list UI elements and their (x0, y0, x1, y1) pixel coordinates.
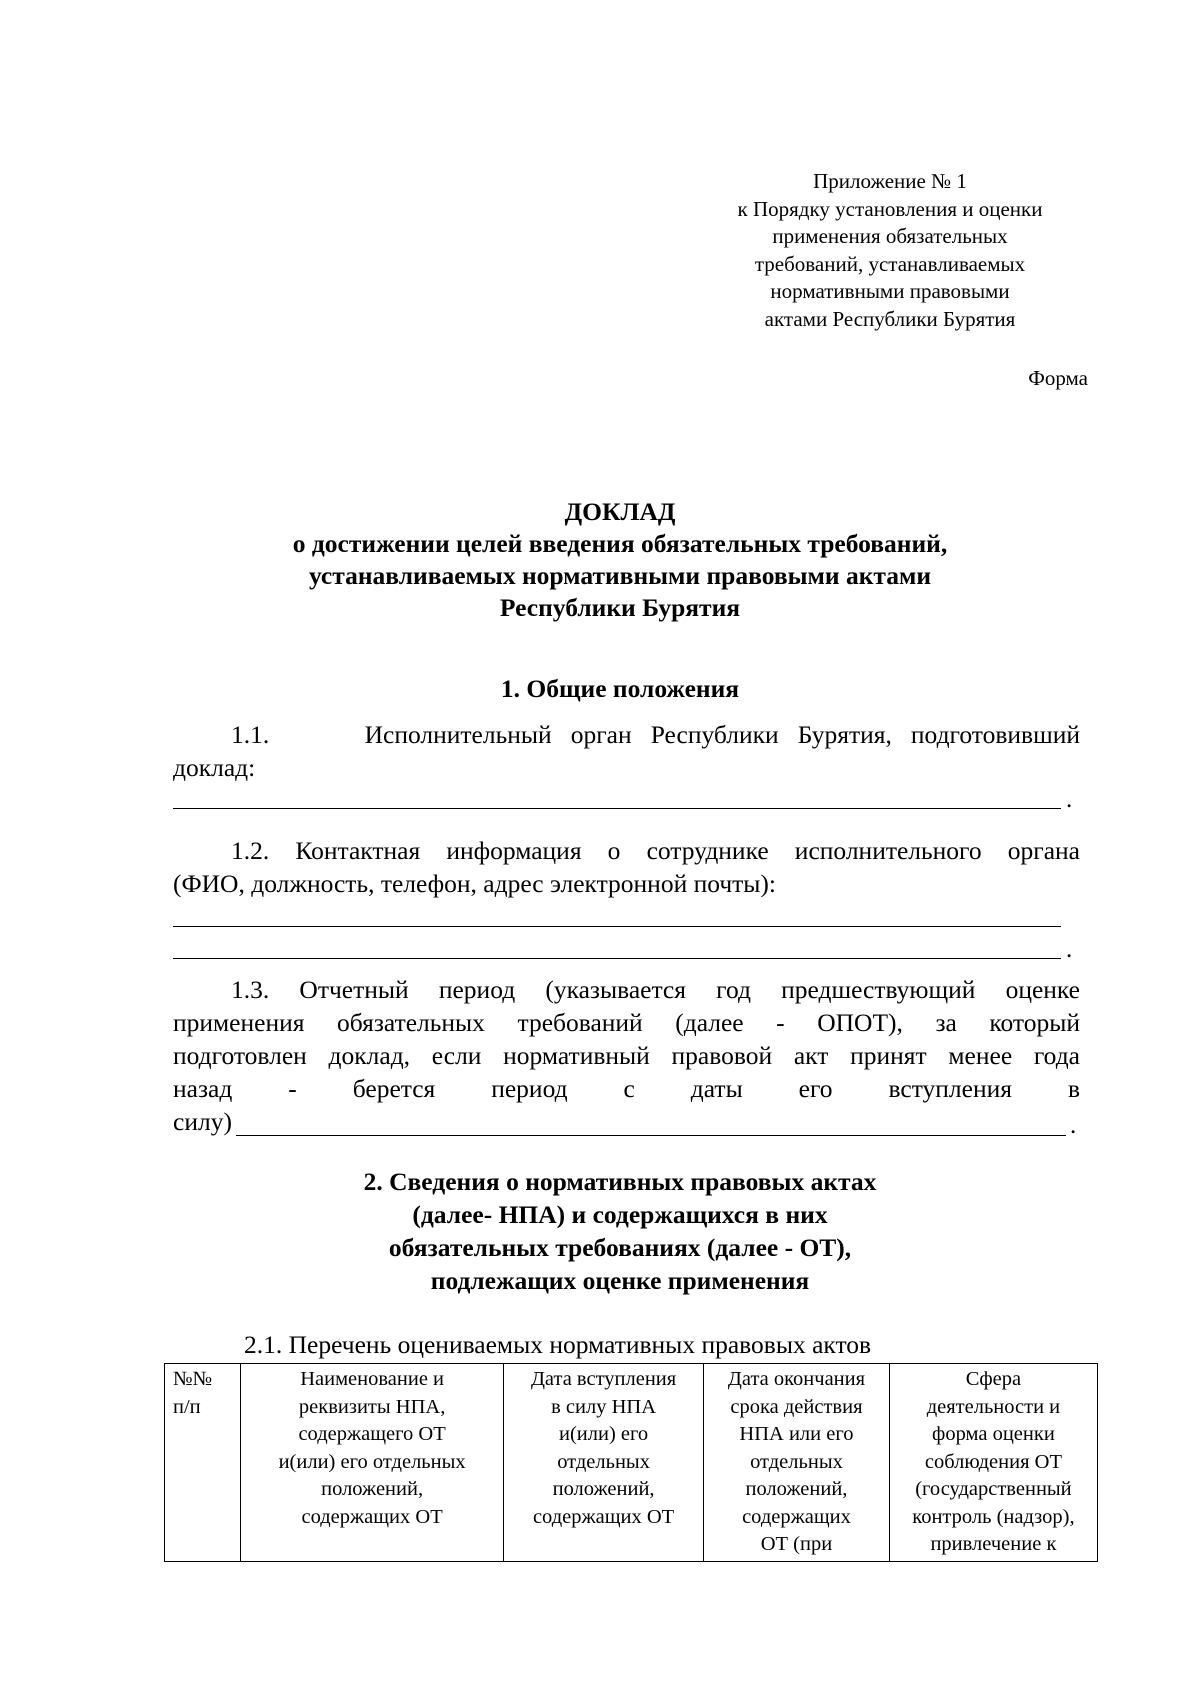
cell-line: форма оценки (932, 1423, 1055, 1445)
cell-line: НПА или его (739, 1423, 854, 1445)
cell-line: положений, (321, 1478, 424, 1500)
cell-line: отдельных (557, 1450, 650, 1473)
paragraph-line: применения обязательных требований (далее - ОПОТ), за который (173, 1008, 1080, 1037)
appendix-line: нормативными правовыми (770, 279, 1010, 303)
heading-line: 2. Сведения о нормативных правовых актах (363, 1167, 877, 1196)
document-title (160, 496, 1080, 624)
paragraph-1-3 (173, 973, 1080, 1138)
cell-line: ОТ (при (760, 1533, 833, 1555)
cell-line: привлечение к (930, 1533, 1057, 1555)
cell-line: соблюдения ОТ (924, 1450, 1062, 1473)
section-2-heading (160, 1165, 1080, 1297)
header-cell-end-date (704, 1364, 890, 1562)
fill-line-contact (173, 958, 1061, 959)
line-end-dot: . (1070, 1112, 1077, 1139)
cell-line: содержащих ОТ (532, 1505, 675, 1528)
paragraph-1-1 (173, 718, 1080, 784)
cell-line: деятельности и (926, 1395, 1061, 1418)
cell-line: (государственный (915, 1478, 1072, 1500)
cell-line: реквизиты НПА, (298, 1395, 446, 1418)
paragraph-line: (ФИО, должность, телефон, адрес электронной почты): (173, 869, 777, 898)
fill-line-contact (173, 926, 1061, 927)
cell-line: содержащих ОТ (301, 1505, 443, 1528)
cell-line: контроль (надзор), (912, 1505, 1075, 1528)
cell-line: отдельных (750, 1450, 843, 1473)
heading-line: (далее- НПА) и содержащихся в них (412, 1200, 828, 1229)
appendix-line: актами Республики Бурятия (764, 306, 1016, 331)
appendix-line: применения обязательных (772, 224, 1008, 248)
appendix-header (690, 168, 1090, 333)
cell-line: и(или) его отдельных (278, 1450, 466, 1473)
list-caption: 2.1. Перечень оцениваемых нормативных правовых актов (244, 1330, 872, 1359)
appendix-line: требований, устанавливаемых (754, 251, 1026, 276)
title-line: Республики Бурятия (499, 593, 741, 622)
section-1-heading: 1. Общие положения (500, 674, 740, 703)
title-line: о достижении целей введения обязательных требований, (292, 529, 948, 558)
paragraph-line: 1.2. Контактная информация о сотруднике исполнительного органа (231, 836, 1080, 865)
appendix-line: Приложение № 1 (813, 169, 967, 193)
cell-line: Наименование и (300, 1368, 445, 1390)
paragraph-line: назад - берется период с даты его вступления в (173, 1074, 1080, 1103)
line-end-dot: . (1066, 936, 1073, 963)
form-label: Форма (1028, 366, 1088, 390)
cell-line: положений, (552, 1478, 655, 1500)
line-end-dot: . (1066, 786, 1073, 813)
cell-line: №№ (173, 1368, 213, 1390)
header-cell-number (165, 1364, 241, 1562)
title-line: ДОКЛАД (564, 497, 676, 526)
paragraph-line: силу) (173, 1107, 232, 1136)
paragraph-line: 1.1. Исполнительный орган Республики Бурятия, подготовивший (231, 720, 1080, 749)
paragraph-line: доклад: (173, 753, 256, 782)
header-cell-sphere (889, 1364, 1097, 1562)
fill-line-authority (173, 808, 1061, 809)
cell-line: срока действия (730, 1395, 863, 1418)
cell-line: Дата вступления (530, 1368, 677, 1390)
fill-line-period (236, 1135, 1066, 1136)
appendix-line: к Порядку установления и оценки (737, 196, 1043, 221)
header-cell-name (241, 1364, 504, 1562)
cell-line: п/п (173, 1395, 201, 1418)
title-line: устанавливаемых нормативными правовыми актами (308, 561, 932, 590)
cell-line: содержащего ОТ (298, 1423, 446, 1445)
paragraph-1-2 (173, 834, 1080, 900)
cell-line: положений, (745, 1478, 848, 1500)
heading-line: обязательных требованиях (далее - ОТ), (388, 1233, 852, 1262)
paragraph-line: 1.3. Отчетный период (указывается год предшествующий оценке (231, 975, 1080, 1004)
cell-line: и(или) его (558, 1423, 649, 1445)
cell-line: Сфера (965, 1368, 1022, 1390)
paragraph-line: подготовлен доклад, если нормативный правовой акт принят менее года (173, 1041, 1080, 1070)
npa-table (164, 1363, 1098, 1562)
heading-line: подлежащих оценке применения (430, 1266, 810, 1295)
cell-line: содержащих (742, 1505, 851, 1528)
header-cell-start-date (504, 1364, 704, 1562)
table-header-row (165, 1364, 1098, 1562)
cell-line: в силу НПА (551, 1395, 657, 1418)
cell-line: Дата окончания (727, 1368, 866, 1390)
